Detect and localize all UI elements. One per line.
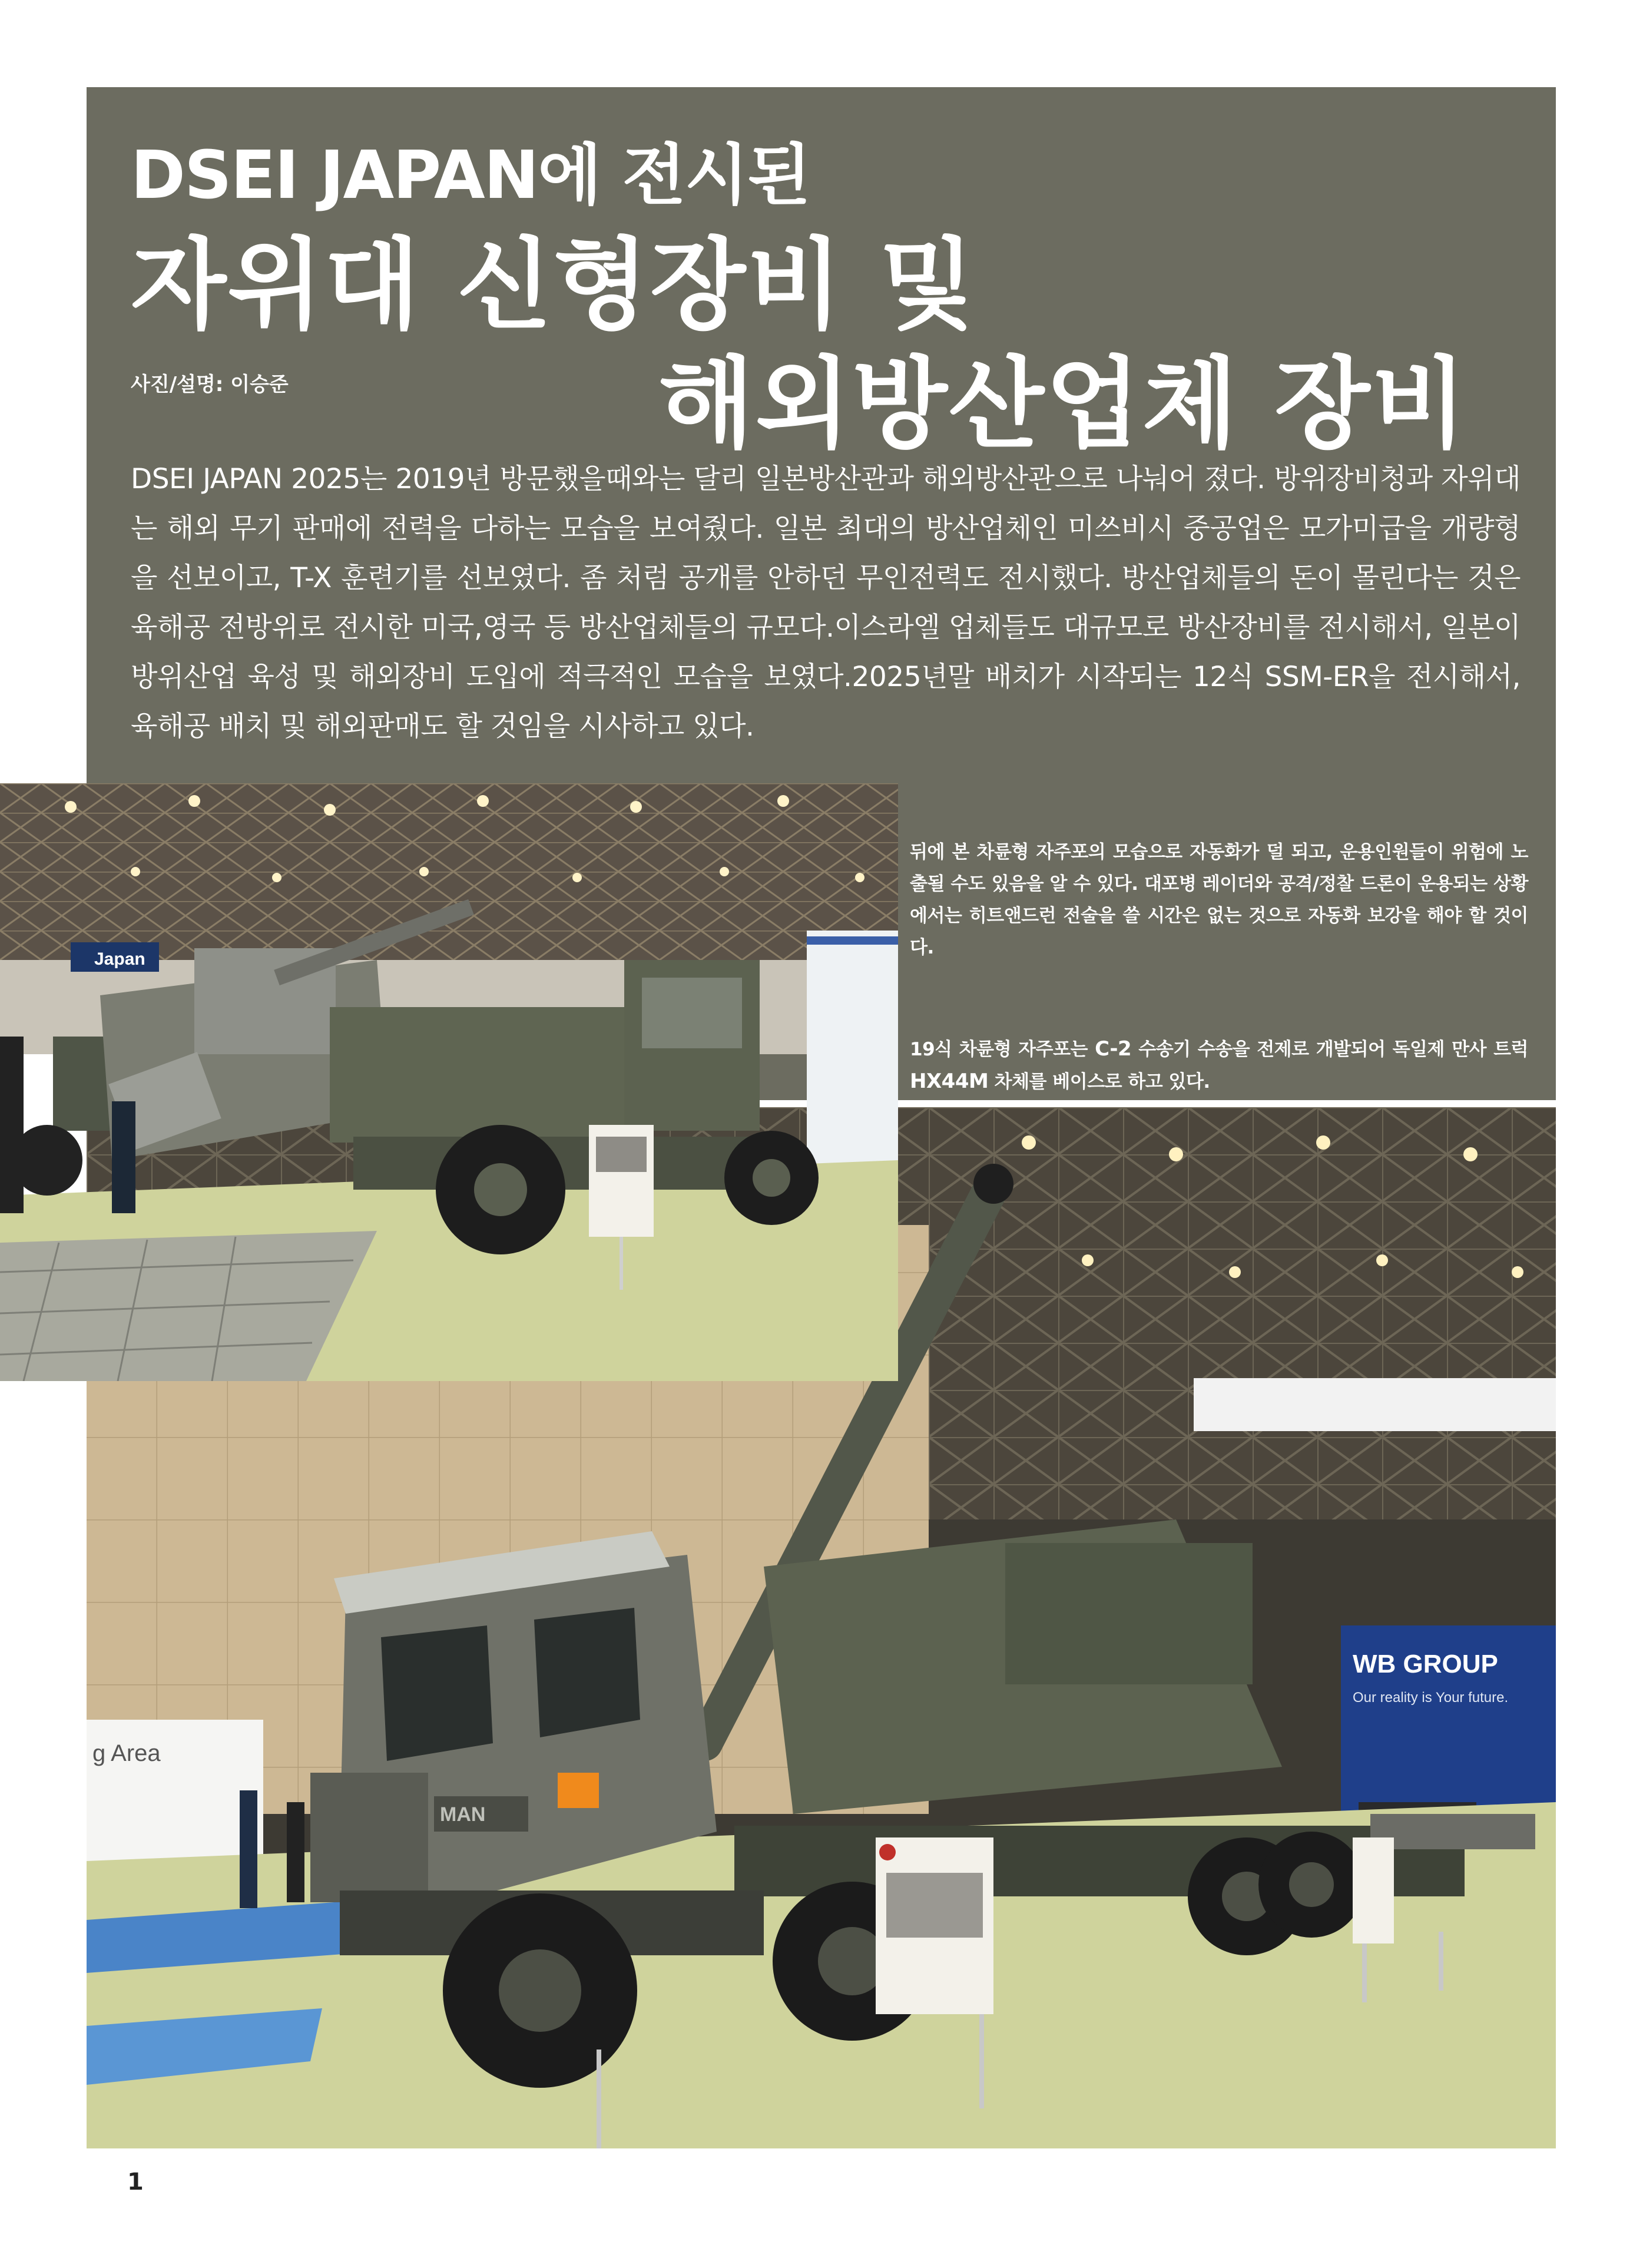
booth-name: WB GROUP: [1353, 1650, 1498, 1678]
caption-type19: [910, 1033, 1528, 1098]
title-line-2: 자위대 신형장비 및: [131, 227, 976, 343]
caption-rear-view: 뒤에 본 차륜형 자주포의 모습으로 자동화가 덜 되고, 운용인원들이 위험에 노출될 수도 있음을 알 수 있다. 대포병 레이더와 공격/정찰 드론이 운용되는 상황에서는 히트앤드런 전술을 쓸 시간은 없는 것으로 자동화 보강을 해야 할 것이다.: [910, 842, 1528, 958]
intro-paragraph: DSEI JAPAN 2025는 2019년 방문했을때와는 달리 일본방산관과 해외방산관으로 나눠어 졌다. 방위장비청과 자위대는 해외 무기 판매에 전력을 다하는 모습을 보여줬다. 일본 최대의 방산업체인 미쓰비시 중공업은 모가미급을 개량형을 선보이고, T-X 훈련기를 선보였다. 좀 처럼 공개를 안하던 무인전력도 전시했다. 방산업체들의 돈이 몰린다는 것은 육해공 전방위로 전시한 미국,영국 등 방산업체들의 규모다.이스라엘 업체들도 대규모로 방산장비를 전시해서, 일본이 방위산업 육성 및 해외장비 도입에 적극적인 모습을 보였다.2025년말 배치가 시작되는 12식 SSM-ER을 전시해서, 육해공 배치 및 해외판매도 할 것임을 시사하고 있다.: [131, 463, 1521, 743]
photo-rear-view-howitzer: [0, 783, 898, 1381]
caption-type19-text-3: 차체를 베이스로 하고 있다.: [988, 1071, 1210, 1092]
title-line-3: 해외방산업체 장비: [658, 346, 1468, 462]
photo-credit: 사진/설명: 이승준: [131, 373, 289, 396]
booth-slogan: Our reality is Your future.: [1353, 1690, 1509, 1706]
caption-type19-text-1: 19식 차륜형 자주포는: [910, 1039, 1095, 1060]
truck-badge: MAN: [440, 1803, 486, 1826]
sign-japan: Japan: [94, 949, 145, 969]
title-line-1: DSEI JAPAN에 전시된: [131, 137, 810, 214]
sign-area: g Area: [92, 1740, 161, 1766]
caption-type19-text-2: 수송기 수송을 전제로 개발되어 독일제 만사 트럭: [1131, 1039, 1529, 1060]
page-number: 1: [127, 2168, 144, 2196]
caption-type19-c2: C-2: [1095, 1037, 1132, 1061]
caption-type19-hx44m: HX44M: [910, 1070, 989, 1093]
